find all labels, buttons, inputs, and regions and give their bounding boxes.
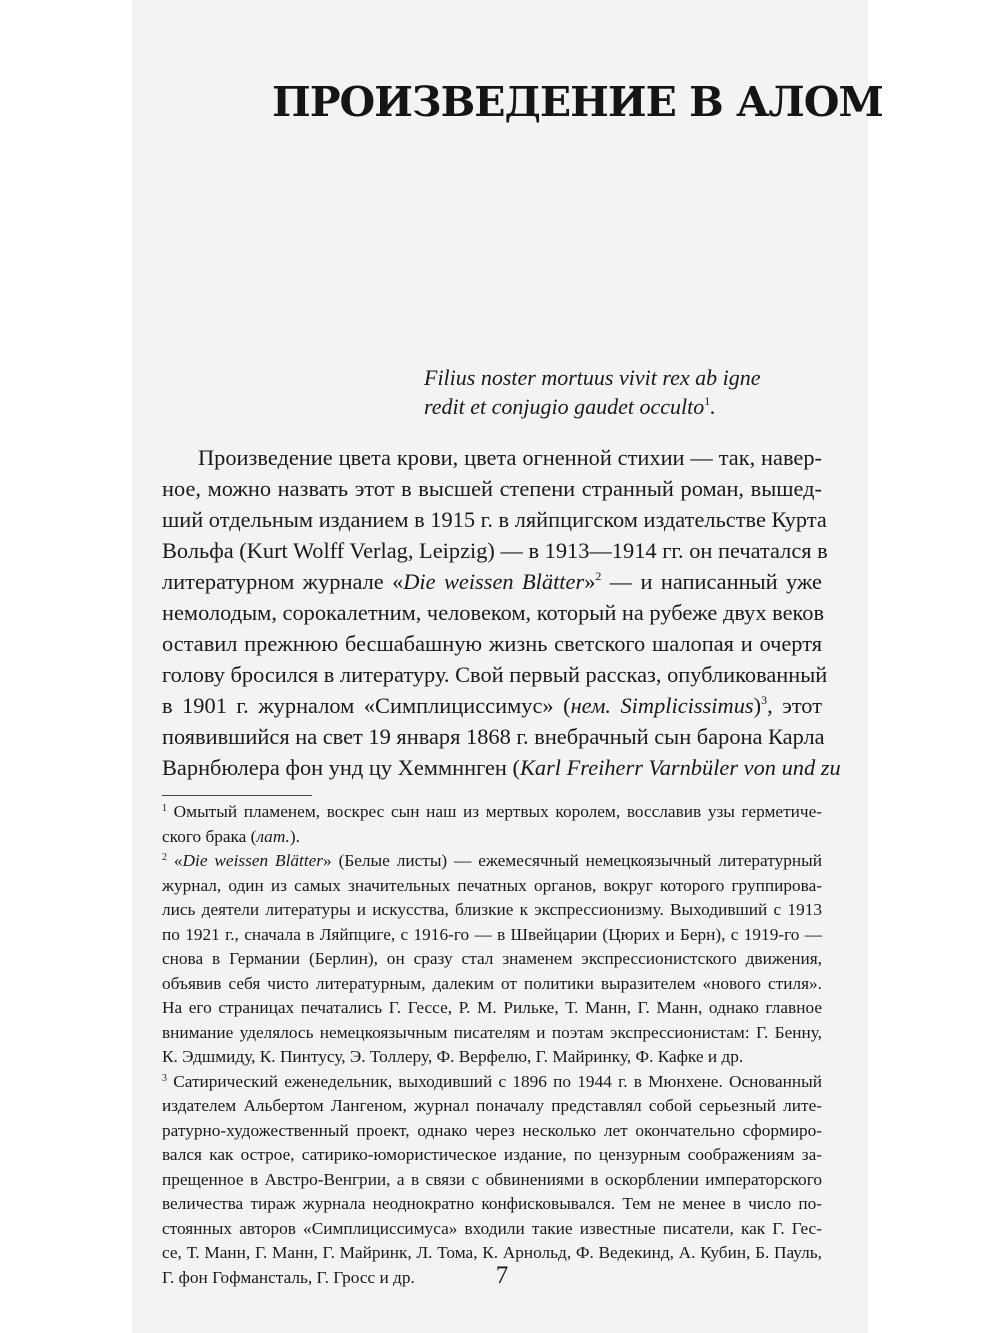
footnote-line: вался как острое, сатирико-юмористическое издание, по цензурным соображениям за- (162, 1145, 822, 1164)
epigraph-period: . (710, 394, 716, 419)
footnote-line: внимание уделялось немецкоязычным писателям и поэтам экспрессионистам: Г. Бенну, (162, 1022, 822, 1042)
footnote-line: объявив себя чисто литературным, далеким от политики выразителем «нового стиля». (162, 973, 822, 993)
footnote-line: ратурно-художественный проект, однако через несколько лет окончательно сформиро- (162, 1120, 822, 1140)
footnote-text: ского брака ( (162, 826, 257, 846)
body-line: немолодым, сорокалетним, человеком, который на рубеже двух веков (162, 600, 825, 625)
chapter-title: ПРОИЗВЕДЕНИЕ В АЛОМ (272, 78, 883, 126)
footnote-text: » (Белые листы) — ежемесячный немецкоязычный литературный (323, 851, 822, 870)
person-name: Karl Freiherr Varnbüler von und zu (519, 755, 841, 780)
footnotes (162, 800, 822, 1290)
footnote-line (162, 800, 822, 825)
footnote-number: 2 (162, 852, 167, 863)
body-text: » (584, 569, 596, 594)
body-text: литературном журнале « (162, 569, 404, 594)
footnote-line: Г. фон Гофмансталь, Г. Гросс и др. (162, 1267, 415, 1287)
footnote-line: На его страницах печатались Г. Гессе, Р. М. Рильке, Т. Манн, Г. Манн, однако главное (162, 998, 822, 1017)
footnote-line (162, 1070, 822, 1095)
body-line: ший отдельным изданием в 1915 г. в ляйпцигском издательстве Курта (162, 507, 827, 532)
body-line: оставил прежнюю бесшабашную жизнь светского шалопая и очертя (162, 631, 822, 656)
footnote-text: ). (289, 826, 300, 846)
footnote-line: по 1921 г., сначала в Ляйпциге, с 1916-го — в Швейцарии (Цюрих и Берн), с 1919-го — (162, 924, 822, 944)
body-text: , этот (767, 693, 822, 718)
epigraph (424, 363, 854, 421)
footnote-number: 1 (162, 803, 167, 814)
footnote-line: снова в Германии (Берлин), он сразу стал знаменем экспрессионистского движения, (162, 949, 822, 968)
footnote-abbrev: лат. (256, 826, 290, 846)
footnote-line: прещенное в Австро-Венгрии, а в связи с обвинениями в оскорблении императорского (162, 1169, 822, 1189)
epigraph-line (424, 392, 854, 421)
footnote-line (162, 825, 822, 850)
footnote-text: Омытый пламенем, воскрес сын наш из мертвых королем, восславив узы герметиче- (167, 802, 822, 821)
body-line: появившийся на свет 19 января 1868 г. внебрачный сын барона Карла (162, 724, 825, 749)
body-line (162, 690, 822, 721)
footnote-line: журнал, один из самых значительных печатных органов, вокруг которого группирова- (162, 875, 822, 895)
footnote-line: величества тираж журнала неоднократно конфисковывался. Тем не менее в число по- (162, 1194, 822, 1213)
body-text: — и написанный уже (601, 569, 822, 594)
body-text: Варнбюлера фон унд цу Хеммннген ( (162, 755, 520, 780)
epigraph-line: Filius noster mortuus vivit rex ab igne (424, 365, 761, 390)
footnote-line: К. Эдшмиду, К. Пинтусу, Э. Толлеру, Ф. Верфелю, Г. Майринку, Ф. Кафке и др. (162, 1047, 744, 1066)
epigraph-text: redit et conjugio gaudet occulto (424, 394, 705, 419)
body-line (162, 566, 822, 597)
footnote-ref: 1 (704, 394, 711, 408)
footnote-divider (162, 795, 312, 796)
journal-title: Die weissen Blätter (182, 851, 324, 870)
footnote-text: « (167, 851, 183, 870)
footnote-line: стоянных авторов «Симплициссимуса» входили такие известные писатели, как Г. Гес- (162, 1218, 822, 1238)
book-page (132, 0, 883, 1333)
footnote-line: издателем Альбертом Лангеном, журнал поначалу представлял собой серьезный лите- (162, 1096, 822, 1115)
body-text: ) (753, 693, 762, 718)
footnote-line: лись деятели литературы и искусства, близкие к экспрессионизму. Выходивший с 1913 (162, 900, 822, 919)
body-line: Вольфа (Kurt Wolff Verlag, Leipzig) — в 1913—1914 гг. он печатался в (162, 538, 828, 563)
page-number: 7 (495, 1262, 509, 1289)
footnote-number: 3 (162, 1072, 167, 1084)
footnote-line (162, 849, 822, 874)
body-line: голову бросился в литературу. Свой первый рассказ, опубликованный (162, 662, 828, 687)
footnote-text: Сатирический еженедельник, выходивший с 1896 по 1944 г. в Мюнхене. Основанный (167, 1071, 822, 1091)
body-paragraph (162, 442, 841, 783)
body-line (162, 752, 841, 783)
journal-title: нем. Simplicissimus (570, 693, 754, 718)
footnote-line: се, Т. Манн, Г. Манн, Г. Майринк, Л. Тома, К. Арнольд, Ф. Ведекинд, А. Кубин, Б. Пауль, (162, 1243, 822, 1262)
body-text: в 1901 г. журналом «Симплициссимус» ( (162, 693, 571, 718)
journal-title: Die weissen Blätter (403, 569, 585, 594)
body-line: ное, можно назвать этот в высшей степени странный роман, вышед- (162, 476, 822, 501)
footnote-ref: 3 (761, 693, 768, 707)
body-line: Произведение цвета крови, цвета огненной стихии — так, навер- (198, 445, 822, 470)
footnote-ref: 2 (595, 569, 602, 583)
